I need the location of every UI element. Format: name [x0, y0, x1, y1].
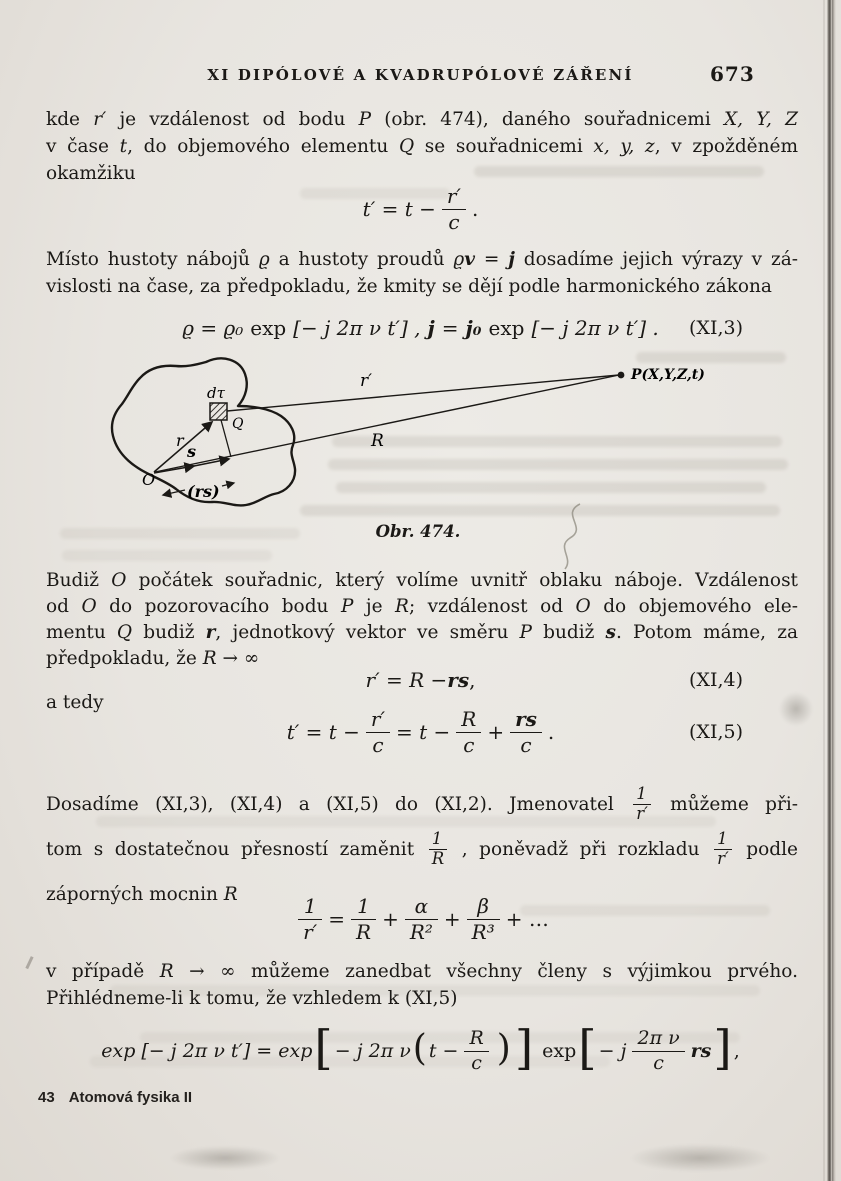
paragraph-3: Budiž O počátek souřadnic, který volíme uvnitř oblaku náboje. Vzdálenost od O do pozorovacího bodu P je R; vzdálenost od O do objemového ele- mentu Q budiž r, jednotkový vektor ve směru P budiž s. Potom máme, za předpokladu, že R → ∞ [46, 570, 798, 669]
dtau-label: dτ [207, 384, 225, 402]
equation-text: + [382, 907, 399, 931]
equation-tag: (XI,3) [689, 317, 743, 339]
r-prime-label: r′ [360, 371, 372, 391]
equation-text: ϱ = ϱ₀ [182, 316, 244, 340]
equation-text: + [443, 907, 461, 931]
fraction: $\frac{R}{c}$ [464, 1028, 488, 1075]
equation-text: j₀ [465, 316, 482, 340]
fraction: $\frac{\alpha}{\text{R²}}$ [405, 895, 438, 944]
big-paren: ( [412, 1028, 427, 1069]
equation-text: [− j 2π ν t′] . [531, 316, 659, 340]
equation-tag: (XI,4) [689, 669, 743, 691]
equation-retarded-time [46, 183, 795, 235]
fraction: $\frac{1}{R}$ [351, 895, 376, 944]
equation-text: , [733, 1040, 740, 1062]
fraction: $\frac{r'}{c}$ [366, 708, 390, 757]
equation-text: t′ = t − [286, 720, 360, 744]
connector-text: a tedy [46, 692, 104, 713]
point-p-dot [618, 372, 625, 379]
equation-xi4 [46, 666, 795, 694]
running-head-title: XI DIPÓLOVÉ A KVADRUPÓLOVÉ ZÁŘENÍ [207, 66, 634, 84]
paragraph-2: Místo hustoty nábojů ϱ a hustoty proudů ϱv = j dosadíme jejich výrazy v zá- vislosti na čase, za předpokladu, že kmity se dějí podle harmonického zákona [46, 249, 798, 297]
paragraph-1: kde r′ je vzdálenost od bodu P (obr. 474), daného souřadnicemi X, Y, Z v čase t, do objemového elementu Q se souřadnicemi x, y, z, v zpožděném okamžiku [46, 109, 799, 184]
paragraph-4: Dosadíme (XI,3), (XI,4) a (XI,5) do (XI,2). Jmenovatel $\frac{1}{r'}$ můžeme při- tom s dostatečnou přesností zaměnit $\frac{1}{R}$ , poněvadž při rozkladu $\frac{1}{r'}$ podle záporných mocnin R [46, 784, 798, 905]
volume-element-square [210, 403, 227, 420]
ink-smudge [170, 1146, 280, 1170]
fraction: $\frac{R}{c}$ [456, 708, 481, 757]
equation-text: = t − [396, 720, 451, 744]
equation-xi5 [46, 704, 795, 760]
rs-label: (rs) [187, 482, 220, 501]
equation-text: j [427, 316, 435, 340]
pencil-mark [25, 956, 33, 969]
equation-text: [− j 2π ν t′] , [293, 316, 421, 340]
fraction: 2π ν c [632, 1028, 684, 1075]
ink-smudge [630, 1144, 770, 1172]
big-bracket: ] [713, 1020, 732, 1076]
fraction: $\frac{1}{r'}$ [298, 895, 322, 944]
big-bracket: [ [578, 1020, 597, 1076]
equation-text: r′ = R − [365, 668, 448, 692]
fraction: $\frac{r'}{c}$ [442, 185, 466, 234]
projection-line [221, 420, 231, 457]
r-prime-line [227, 375, 619, 411]
page-number: 673 [710, 62, 755, 86]
fraction: $\frac{\beta}{\text{R³}}$ [467, 895, 500, 944]
equation-text: , [469, 668, 476, 692]
equation-text: = [441, 316, 459, 340]
pencil-mark [548, 500, 598, 572]
equation-text: t′ = t − [362, 197, 436, 221]
R-label: R [371, 431, 384, 451]
equation-text: t − [428, 1040, 459, 1062]
equation-tag: (XI,5) [689, 721, 743, 743]
footer-book-title: Atomová fysika II [68, 1089, 193, 1106]
equation-text: rs [447, 668, 470, 692]
equation-text: exp [250, 316, 287, 340]
paragraph-5: v případě R → ∞ můžeme zanedbat všechny členy s výjimkou prvého. Přihlédneme-li k tomu, že vzhledem k (XI,5) [46, 961, 798, 1009]
rs-right-arrow [222, 483, 234, 486]
footer-sheet-number: 43 [38, 1089, 55, 1106]
equation-exp-factorization [46, 1018, 795, 1084]
equation-text: + [487, 720, 505, 744]
equation-text: − j 2π ν [334, 1040, 411, 1062]
figure-caption: Obr. 474. [375, 522, 461, 541]
equation-text: . [547, 720, 555, 744]
equation-text: exp [488, 316, 525, 340]
big-bracket: [ [314, 1020, 333, 1076]
equation-series-expansion [46, 892, 795, 946]
equation-text: + … [505, 907, 549, 931]
equation-xi3 [46, 312, 795, 344]
equation-text: exp [542, 1040, 577, 1062]
fraction: $\frac{rs}{c}$ [510, 708, 542, 757]
q-label: Q [232, 416, 244, 432]
vector-s-label: s [187, 442, 197, 461]
equation-text: exp [− j 2π ν t′] = exp [101, 1040, 313, 1062]
origin-label: O [142, 470, 156, 489]
equation-text: rs [690, 1040, 712, 1062]
equation-text: = [328, 907, 345, 931]
equation-text: − j [598, 1040, 627, 1062]
vector-r-label: r [176, 431, 184, 450]
big-paren: ) [496, 1028, 511, 1069]
scan-edge-artifact [819, 0, 841, 1181]
big-bracket: ] [514, 1020, 534, 1076]
point-p-label: P(X,Y,Z,t) [631, 367, 705, 383]
equation-text: . [471, 197, 479, 221]
footer-signature [38, 1089, 206, 1106]
